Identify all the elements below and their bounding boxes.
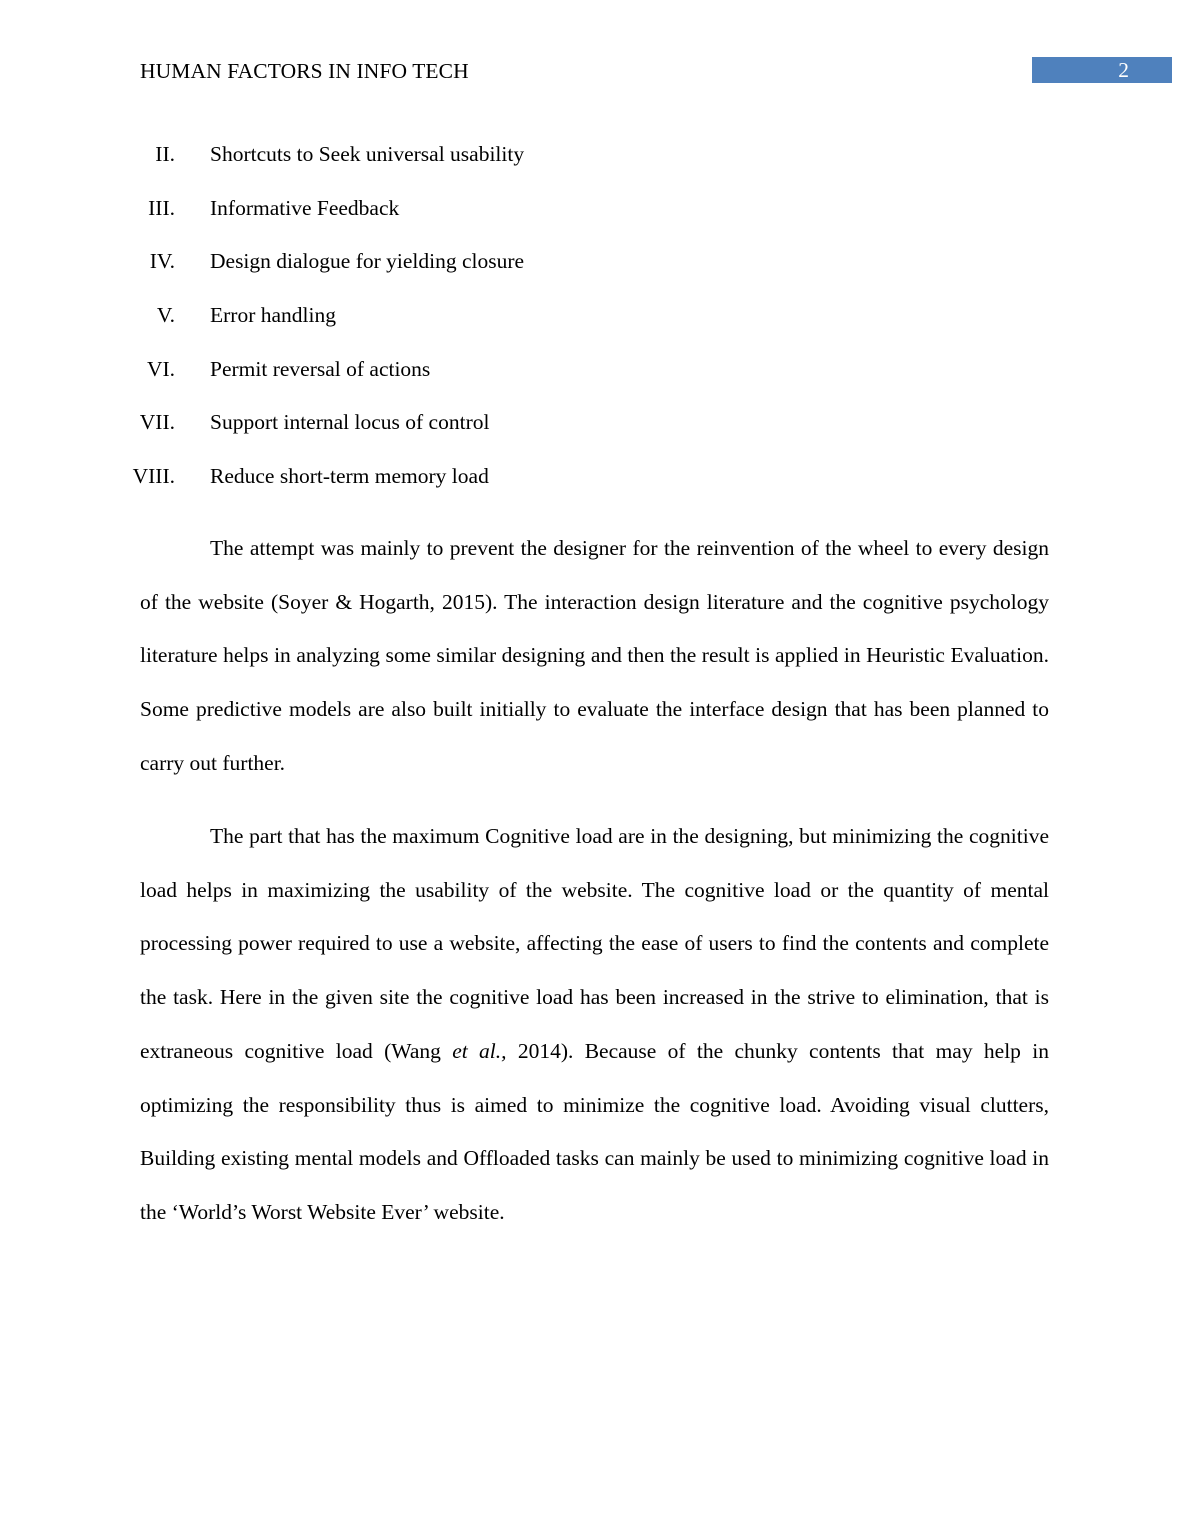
list-item-text: Reduce short-term memory load — [210, 464, 489, 489]
list-item — [0, 194, 1190, 248]
list-item-number: VIII. — [132, 464, 175, 489]
list-item-number: VI. — [146, 356, 175, 381]
list-item-text: Error handling — [210, 303, 336, 328]
list-item-number: IV. — [149, 249, 175, 274]
body-paragraph-2 — [140, 810, 1049, 1240]
page-number-box — [1032, 57, 1172, 83]
paragraph-2-text-continued: 2014). Because of the chunky contents that may help in optimizing the responsibility thus is aimed to minimize the cognitive load. Avoiding visual clutters, Building existing mental models and Offloaded tasks can mainly be used to minimizing cognitive load in the ‘World’s Worst Website Ever’ website. — [140, 1038, 1049, 1224]
list-item-text: Support internal locus of control — [210, 410, 490, 435]
list-item-text: Design dialogue for yielding closure — [210, 249, 525, 274]
list-item-text: Informative Feedback — [210, 195, 400, 220]
list-item-number: V. — [156, 303, 175, 328]
paragraph-2-text: The part that has the maximum Cognitive load are in the designing, but minimizing the cognitive load helps in maximizing the usability of the website. The cognitive load or the quantity of mental processing power required to use a website, affecting the ease of users to find the contents and complete the task. Here in the given site the cognitive load has been increased in the strive to elimination, that is extraneous cognitive load (Wang — [140, 824, 1049, 1063]
running-header-title: HUMAN FACTORS IN INFO TECH — [140, 59, 469, 83]
list-item-text: Shortcuts to Seek universal usability — [210, 142, 525, 166]
numbered-list — [0, 140, 1190, 516]
list-item — [0, 408, 1190, 462]
body-paragraph-1: The attempt was mainly to prevent the designer for the reinvention of the wheel to every design of the website (Soyer & Hogarth, 2015). The interaction design literature and the cognitive psychology literature helps in analyzing some similar designing and then the result is applied in Heuristic Evaluation. Some predictive models are also built initially to evaluate the interface design that has been planned to carry out further. — [140, 536, 1049, 775]
list-item — [0, 462, 1190, 516]
paragraph-2-italic-citation: et al., — [452, 1038, 507, 1063]
list-item — [0, 301, 1190, 355]
list-item — [0, 247, 1190, 301]
page-number: 2 — [1118, 58, 1129, 82]
list-item-number: III. — [148, 195, 175, 220]
list-item-number: VII. — [139, 410, 175, 435]
list-item-number: II. — [155, 142, 175, 166]
list-item — [0, 355, 1190, 409]
list-item-text: Permit reversal of actions — [210, 356, 431, 381]
list-item — [0, 140, 1190, 194]
